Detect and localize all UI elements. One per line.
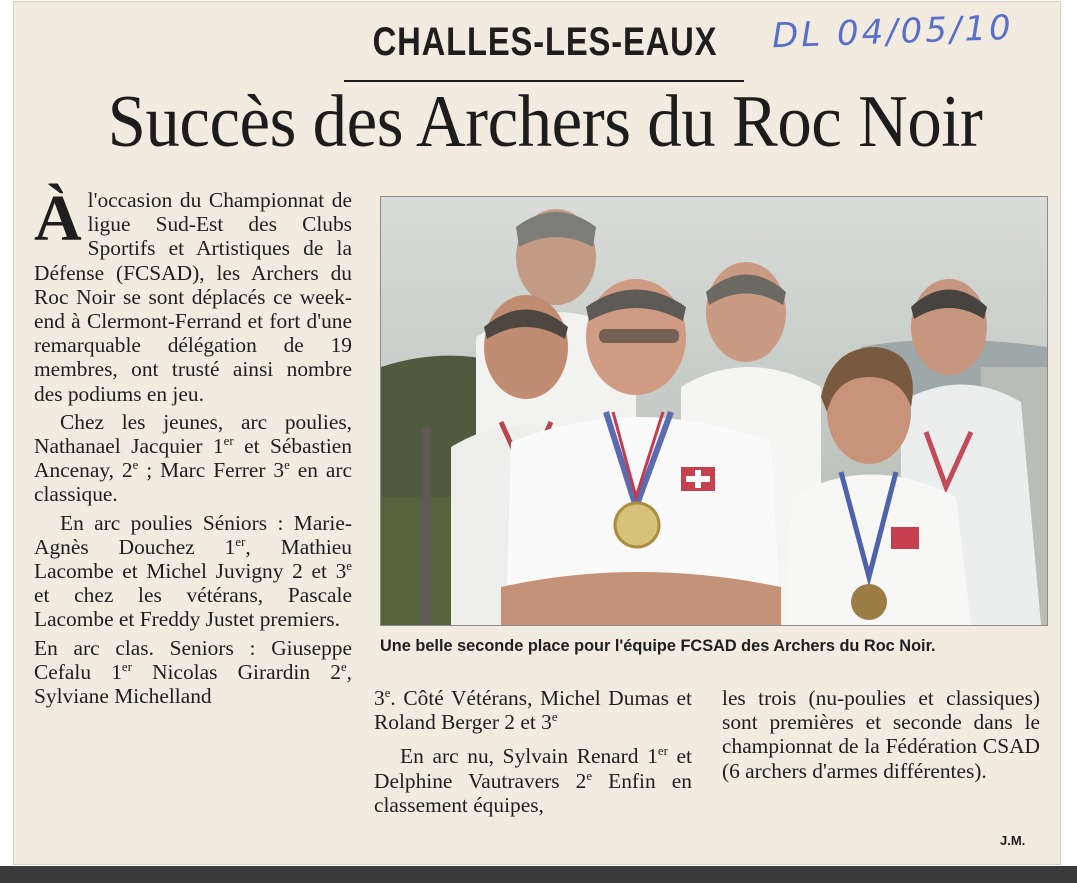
superscript: e xyxy=(384,685,391,700)
text-span: 3 xyxy=(374,686,385,710)
superscript: e xyxy=(340,659,347,674)
text-span: En arc nu, Sylvain Renard 1 xyxy=(400,744,658,769)
text-span: ; Marc Ferrer 3 xyxy=(138,458,285,483)
article-column-2 xyxy=(374,686,692,817)
superscript: e xyxy=(132,458,139,473)
superscript: e xyxy=(551,710,558,725)
superscript: e xyxy=(346,558,352,573)
kicker-title: CHALLES-LES-EAUX xyxy=(372,20,718,64)
scanner-edge xyxy=(0,866,1077,883)
text-span: Nicolas Girardin 2 xyxy=(131,659,341,684)
photo-caption: Une belle seconde place pour l'équipe FCSAD des Archers du Roc Noir. xyxy=(380,636,936,655)
article-column-3 xyxy=(722,686,1040,783)
text-span: En arc clas. Seniors : Giuseppe Cefalu 1 xyxy=(34,635,352,684)
superscript: er xyxy=(657,744,668,759)
text-span: en arc classique. xyxy=(34,458,352,507)
team-photo-image xyxy=(381,197,1047,625)
superscript: er xyxy=(121,659,132,674)
superscript: e xyxy=(284,458,290,473)
paragraph-intro xyxy=(34,182,352,406)
author-byline: J.M. xyxy=(1000,833,1026,848)
paragraph-intro-text: l'occasion du Championnat de ligue Sud-Est des Clubs Sportifs et Artistiques de la Défense (FCSAD), les Archers du Roc Noir se sont déplacés ce week-end à Clermont-Ferrand et fort d'une remarquable délégation de 19 membres, ont trusté ainsi nombre des podiums en jeu. xyxy=(34,188,352,406)
superscript: e xyxy=(586,768,593,783)
paragraph-jeunes xyxy=(34,410,352,507)
paragraph-equipes: les trois (nu-poulies et classiques) sont premières et seconde dans le championnat de la Fédération CSAD (6 archers d'armes différentes). xyxy=(722,686,1040,783)
paragraph-arc-nu xyxy=(374,744,692,817)
text-span: , Sylviane Michelland xyxy=(34,659,353,709)
paragraph-seniors-poulies xyxy=(34,511,352,632)
paragraph-seniors-classique xyxy=(34,636,352,709)
text-span: et Sébastien Ancenay, 2 xyxy=(34,434,352,483)
text-span: Enfin en classement équipes, xyxy=(374,768,692,817)
text-span: En arc poulies Séniors : Marie-Agnès Douchez 1 xyxy=(34,510,352,559)
team-photo xyxy=(380,196,1048,626)
text-span: . Côté Vétérans, Michel Dumas et Roland Berger 2 et 3 xyxy=(374,686,692,735)
superscript: er xyxy=(235,534,246,549)
text-span: et chez les vétérans, Pascale Lacombe et Freddy Justet premiers. xyxy=(34,583,352,632)
article-column-1 xyxy=(34,182,353,709)
superscript: er xyxy=(223,433,234,448)
handwritten-date-note: DL 04/05/10 xyxy=(771,7,1015,57)
text-span: Chez les jeunes, arc poulies, Nathanael Jacquier 1 xyxy=(34,409,352,459)
paragraph-veterans xyxy=(374,686,692,734)
headline: Succès des Archers du Roc Noir xyxy=(107,81,983,163)
text-span: , Mathieu Lacombe et Michel Juvigny 2 et 3 xyxy=(34,534,352,584)
text-span: et Delphine Vautravers 2 xyxy=(374,744,692,793)
drop-cap: À xyxy=(34,182,82,255)
